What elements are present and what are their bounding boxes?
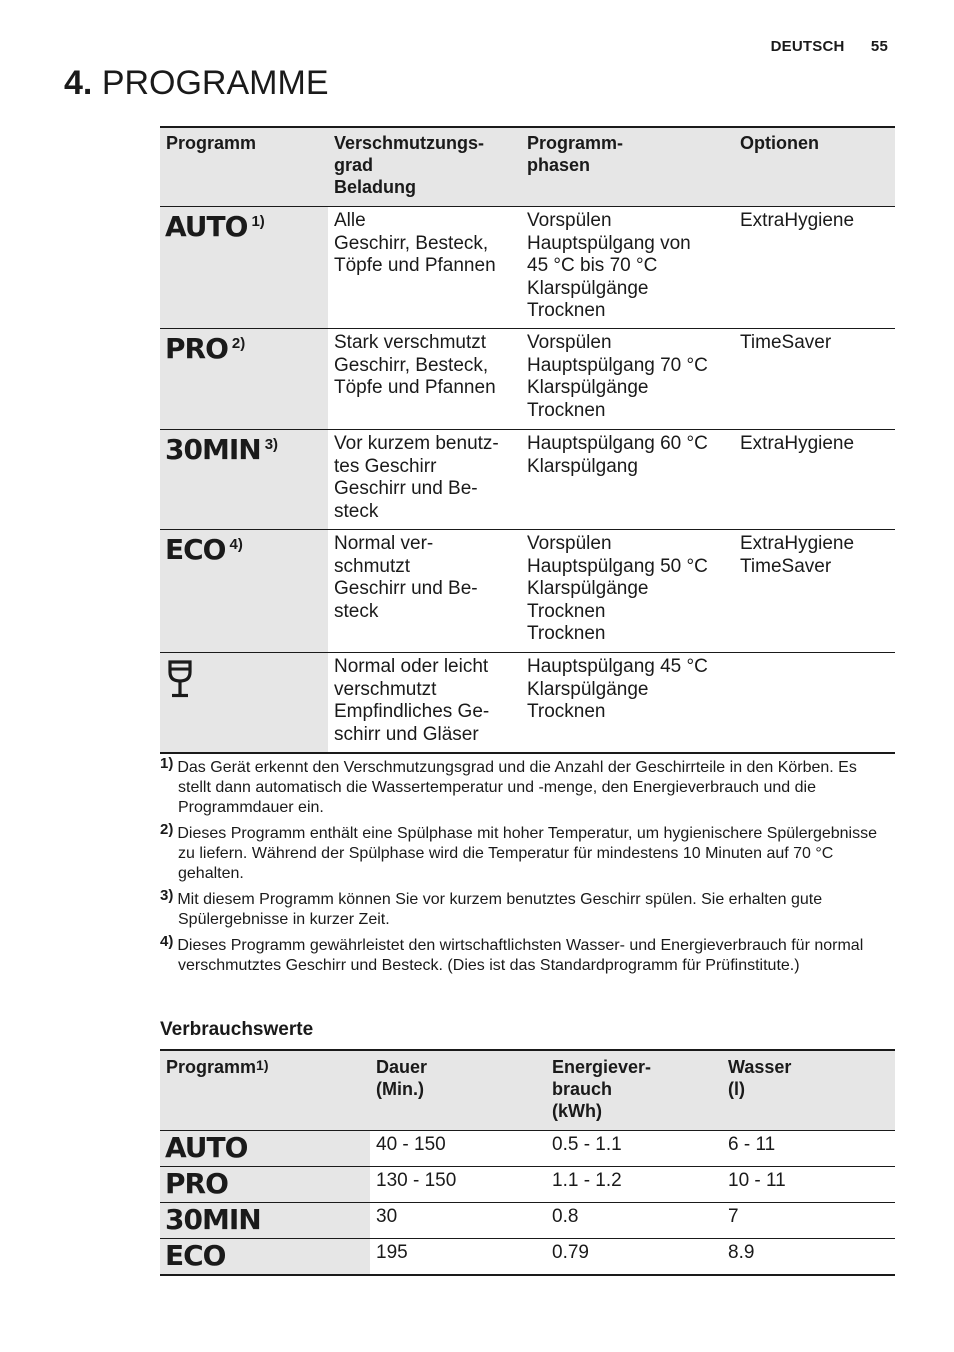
table-row (160, 1167, 895, 1203)
program-cell (160, 329, 328, 430)
program-name: ECO (165, 533, 226, 566)
program-name: ECO (165, 1239, 226, 1272)
program-cell (160, 1203, 370, 1239)
water-cell: 7 (722, 1203, 895, 1239)
footnote-mark: 3) (160, 887, 174, 904)
program-cell (160, 653, 328, 753)
program-name: AUTO (165, 210, 248, 243)
section-number: 4. (64, 64, 93, 102)
phases-cell: Vorspülen Hauptspülgang 70 °C Klarspülgänge Trocknen (521, 329, 734, 430)
header-cell-soil: Verschmutzungs- grad Beladung (328, 127, 521, 207)
program-name: AUTO (165, 1131, 248, 1164)
program-table (160, 126, 895, 754)
water-cell: 6 - 11 (722, 1131, 895, 1167)
soil-cell: Normal oder leicht verschmutzt Empfindliches Ge- schirr und Gläser (328, 653, 521, 753)
options-cell: ExtraHygiene (734, 430, 895, 530)
soil-cell: Stark verschmutzt Geschirr, Besteck, Töpfe und Pfannen (328, 329, 521, 430)
header-cell-options: Optionen (734, 127, 895, 207)
header-cell-duration: Dauer (Min.) (370, 1050, 546, 1131)
table-row (160, 653, 895, 753)
energy-cell: 0.8 (546, 1203, 722, 1239)
program-name: 30MIN (165, 433, 261, 466)
duration-cell: 195 (370, 1239, 546, 1276)
program-name: 30MIN (165, 1203, 261, 1236)
header-program-label: Programm (166, 1057, 257, 1077)
footnotes (160, 755, 890, 982)
header-cell-energy: Energiever- brauch (kWh) (546, 1050, 722, 1131)
program-name: PRO (165, 1167, 228, 1200)
options-cell: ExtraHygiene (734, 207, 895, 329)
duration-cell: 30 (370, 1203, 546, 1239)
footnote-ref: 4) (229, 536, 243, 553)
energy-cell: 0.5 - 1.1 (546, 1131, 722, 1167)
options-cell: TimeSaver (734, 329, 895, 430)
table-row (160, 1203, 895, 1239)
consumption-heading: Verbrauchswerte (160, 1019, 314, 1040)
footnote-mark: 2) (160, 821, 174, 838)
wine-glass-icon (167, 659, 193, 699)
options-cell (734, 653, 895, 753)
footnote-ref: 1) (251, 213, 265, 230)
consumption-table-header (160, 1050, 895, 1131)
phases-cell: Hauptspülgang 60 °C Klarspülgang (521, 430, 734, 530)
footnote-text: Mit diesem Programm können Sie vor kurzem benutztes Geschirr spülen. Sie erhalten gute Spülergebnisse in kurzer Zeit. (177, 891, 823, 928)
program-cell (160, 430, 328, 530)
footnote-ref: 2) (231, 335, 246, 352)
footnote-text: Dieses Programm gewährleistet den wirtschaftlichsten Wasser- und Energieverbrauch für normal verschmutztes Geschirr und Besteck. (Dies ist das Standardprogramm für Prüfinstitute.) (177, 937, 864, 974)
table-row (160, 430, 895, 530)
water-cell: 10 - 11 (722, 1167, 895, 1203)
table-row (160, 329, 895, 430)
phases-cell: Vorspülen Hauptspülgang 50 °C Klarspülgänge Trocknen Trocknen (521, 530, 734, 653)
phases-cell: Hauptspülgang 45 °C Klarspülgänge Trocknen (521, 653, 734, 753)
footnote-mark: 4) (160, 933, 174, 950)
page-number: 55 (870, 38, 888, 55)
footnote (160, 933, 890, 976)
duration-cell: 40 - 150 (370, 1131, 546, 1167)
header-cell-program (160, 1050, 370, 1131)
footnote-ref: 3) (264, 436, 279, 453)
header-cell-water: Wasser (l) (722, 1050, 895, 1131)
page-title (64, 64, 329, 103)
program-cell (160, 1167, 370, 1203)
header-language: DEUTSCH (770, 38, 845, 55)
page-header (771, 38, 888, 55)
program-cell (160, 207, 328, 329)
table-row (160, 207, 895, 329)
soil-cell: Normal ver- schmutzt Geschirr und Be- steck (328, 530, 521, 653)
program-table-header (160, 127, 895, 207)
water-cell: 8.9 (722, 1239, 895, 1276)
footnote (160, 821, 890, 884)
options-cell: ExtraHygiene TimeSaver (734, 530, 895, 653)
footnote-text: Dieses Programm enthält eine Spülphase mit hoher Temperatur, um hygienischere Spülergebnisse zu liefern. Während der Spülphase wird die Temperatur für mindestens 10 Minuten auf 70 °C gehalten. (177, 825, 877, 882)
footnote (160, 755, 890, 818)
footnote-mark: 1) (160, 755, 174, 772)
soil-cell: Vor kurzem benutz- tes Geschirr Geschirr und Be- steck (328, 430, 521, 530)
program-cell (160, 1131, 370, 1167)
energy-cell: 0.79 (546, 1239, 722, 1276)
header-cell-phases: Programm- phasen (521, 127, 734, 207)
footnote (160, 887, 890, 930)
program-cell (160, 1239, 370, 1276)
footnote-ref: 1) (256, 1057, 269, 1073)
section-title: PROGRAMME (101, 64, 329, 102)
duration-cell: 130 - 150 (370, 1167, 546, 1203)
phases-cell: Vorspülen Hauptspülgang von 45 °C bis 70 °C Klarspülgänge Trocknen (521, 207, 734, 329)
energy-cell: 1.1 - 1.2 (546, 1167, 722, 1203)
table-row (160, 1239, 895, 1276)
header-cell-program: Programm (160, 127, 328, 207)
footnote-text: Das Gerät erkennt den Verschmutzungsgrad und die Anzahl der Geschirrteile in den Körben. Es stellt dann automatisch die Wassertemperatur und -menge, den Energieverbrauch und die Programmdauer ein. (177, 759, 857, 816)
soil-cell: Alle Geschirr, Besteck, Töpfe und Pfannen (328, 207, 521, 329)
table-row (160, 530, 895, 653)
program-cell (160, 530, 328, 653)
table-row (160, 1131, 895, 1167)
program-name: PRO (165, 332, 228, 365)
consumption-table (160, 1049, 895, 1276)
